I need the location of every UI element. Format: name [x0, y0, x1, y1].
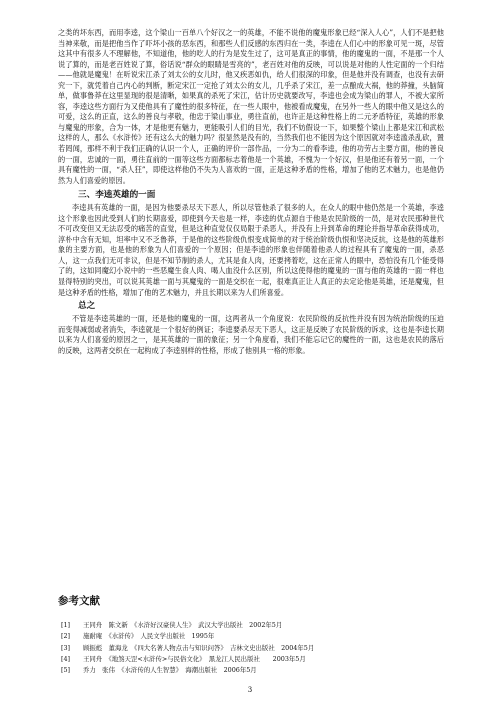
body-text	[58, 28, 444, 356]
paragraph: 李逵具有英雄的一面，是因为他要杀尽天下恶人，所以尽管他杀了很多的人，在众人的眼中他仍然是一个英雄，李逵这个形象也因此受到人们的长期喜爱，即使到今天也是一样，李逵的优点源自于他是农民阶级的一员，是对农民那种世代不可改变但又无法忍受的痛苦的直觉，但是这种直觉仅仅局限于杀恶人，并没有上升到革命的理论并指导革命获得成功，淳朴中含有无知，坦率中又不乏鲁莽，于是他的这些阶级仇恨变成简单的对于统治阶级仇恨和坚决反抗，这是他的英雄形象的主要方面，也是他的形象为人们喜爱的一个原因；但是李逵的形象也伴随着他杀人的过程具有了魔鬼的一面，杀恶人，这一点我们无可非议，但是不知节制的杀人，尤其是食人肉，还要拷着吃，这在正常人的眼中，恐怕没有几个能受得了的，这如同魔幻小说中的一些恶魔生食人肉、喝人血没什么区别，所以这使得他的魔鬼的一面与他的英雄的一面一样也显得特别的突出，可以说其英雄一面与其魔鬼的一面是交织在一起，很难真正让人真正的去定论他是英雄，还是魔鬼，但是这种矛盾的性格，增加了他的艺术魅力，并且长期以来为人们所喜爱。	[58, 203, 444, 297]
reference-number: [2]	[61, 632, 71, 641]
subheading: 总之	[78, 301, 96, 312]
reference-number: [5]	[61, 666, 71, 675]
reference-text: 施耐庵 《水浒传》 人民文学出版社 1995年	[83, 632, 215, 641]
reference-item	[61, 620, 441, 631]
reference-text: 王同舟 陈文新 《水浒好汉豪侠人生》 武汉大学出版社 2002年5月	[83, 621, 283, 629]
reference-text: 乔力 张伟 《水浒传的人生智慧》 海潮出版社 2006年5月	[83, 666, 257, 675]
reference-item	[61, 643, 441, 654]
paragraph: 不管是李逵英雄的一面，还是他的魔鬼的一面，这两者从一个角度说：农民阶级的反抗性并没有因为统治阶级的压迫而变得减弱或者消失，李逵就是一个很好的例证；李逵要杀尽天下恶人，这正是反映了农民阶级的诉求，这也是李逵长期以来为人们喜爱的原因之一，是其英雄的一面的象征；另一个角度看，我们不能忘记它的魔性的一面，这也是农民的落后的反映，这两者交织在一起构成了李逵别样的性格，形成了他别具一格的形象。	[58, 314, 444, 355]
reference-number: [4]	[61, 654, 71, 663]
reference-list	[61, 620, 441, 676]
reference-text: 王同舟 《地煞天罡<水浒传>与民俗文化》 黑龙江人民出版社 2003年5月	[83, 654, 306, 663]
reference-text: 顾振彪 董海龙 《四大名著人物点击与知识问答》 吉林文史出版社 2004年5月	[83, 643, 315, 652]
reference-item	[61, 631, 441, 642]
reference-item	[61, 654, 441, 665]
section-heading: 三、李逵英雄的一面	[78, 190, 156, 201]
reference-number: [1]	[61, 621, 71, 629]
references-title: 参考文献	[58, 595, 100, 607]
reference-item	[61, 665, 441, 676]
reference-number: [3]	[61, 643, 71, 652]
paragraph: 之类的坏东西，而用李逵，这个梁山一百单八个好汉之一的英雄，不能不说他的魔鬼形象已经“深入人心”，人们不是把他当神来敬，而是把他当作了吓坏小孩的恶东西，和那些人们反感的东西归在一类，李逵在人们心中的形象可见一斑，尽管这其中有很多人不理解他，不知道他，他的吃人的行为是发生过了，这可是真正的事情，他的魔鬼的一面，不是那一个人说了算的，而是老百姓说了算，俗话说“群众的眼睛是雪亮的”，老百姓对他的反映，可以说是对他的人性定面的一个归结——他就是魔鬼！在听说宋江杀了刘太公的女儿时，他又疾恶如仇，给人们很深的印象，但是他并没有调查，也没有去研究一下，就凭着自己内心的判断，断定宋江一定抢了刘太公的女儿，几乎杀了宋江，差一点酿成大祸，他的莽撞，头脑简单，做事鲁莽在这里显现的很是清晰，如果真的杀死了宋江，估计历史就要改写，李逵也会成为梁山的罪人，不被大家所容，李逵这些方面行为又使他具有了魔性的很多特征，在一些人眼中，他被看成魔鬼，在另外一些人的眼中他又是这么的可爱，这么的正直，这么的善良与孝敬，他忠于梁山事业，勇往直前，也许正是这种性格上的二元矛盾特征，英雄的形象与魔鬼的形象，合为一体，才是他更有魅力，更能吸引人们的目光，我们不妨假设一下，如果整个梁山上都是宋江和武松这样的人，那么《水浒传》还有这么大的魅力吗？很显然是没有的，当然我们也不能因为这个原因就对李逵滥杀乱砍，置若罔闻，那样不利于我们正确的认识一个人，正确的评价一部作品，一分为二的看李逵，他的功劳占主要方面，他的善良的一面，忠诚的一面，勇往直前的一面等这些方面都标志着他是一个英雄，不愧为一个好汉，但是他还有着另一面，一个具有魔性的一面，“杀人狂”，即使这样他仍不失为人喜欢的一面，正是这种矛盾的性格，增加了他的艺术魅力，也是他仍然为人们喜爱的原因。	[58, 28, 444, 185]
page-number: 3	[247, 686, 253, 694]
